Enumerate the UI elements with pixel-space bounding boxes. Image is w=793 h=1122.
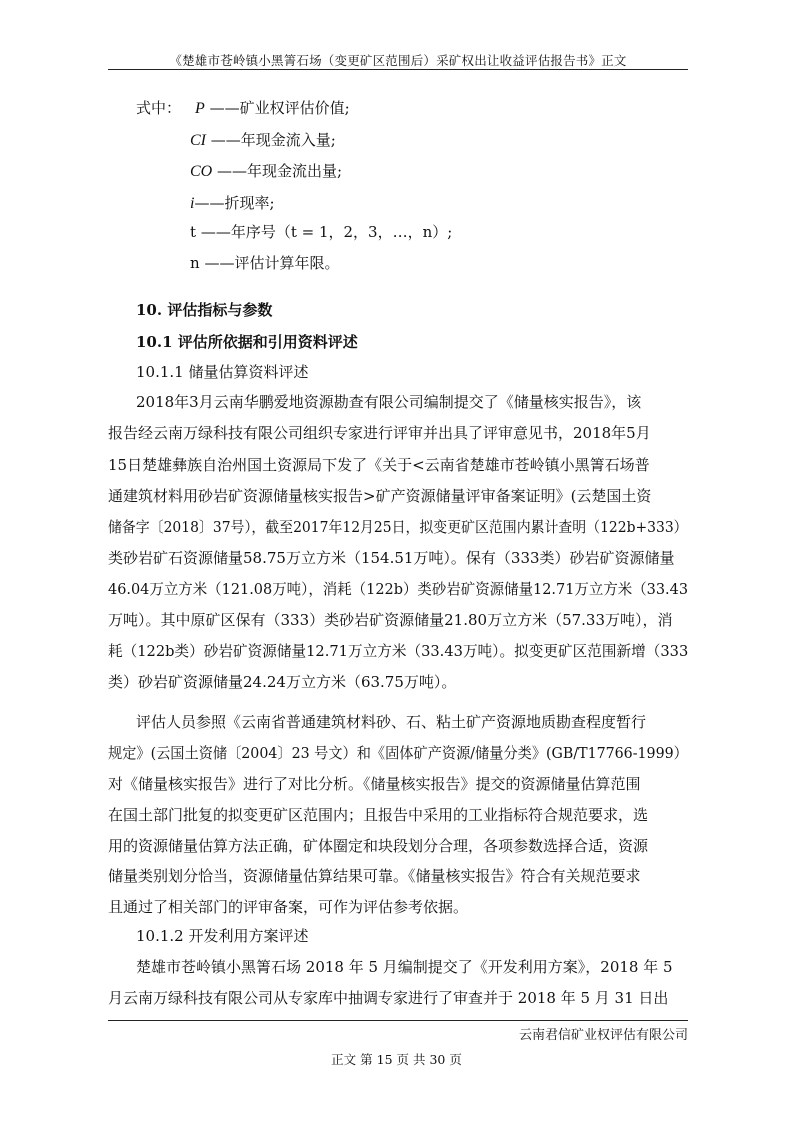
legend-row-t xyxy=(190,222,452,242)
paragraph-line: 2018年3月云南华鹏爱地资源勘查有限公司编制提交了《储量核实报告》，该 xyxy=(136,393,642,411)
paragraph-line: 万吨）。其中原矿区保有（333）类砂岩矿资源储量21.80万立方米（57.33万吨），消 xyxy=(108,611,673,629)
paragraph-line: 在国土部门批复的拟变更矿区范围内；且报告中采用的工业指标符合规范要求，选 xyxy=(108,806,649,824)
paragraph-line: 类）砂岩矿资源储量24.24万立方米（63.75万吨）。 xyxy=(108,673,457,691)
paragraph-line: 规定》(云国土资储〔2004〕23 号文）和《固体矿产资源/储量分类》(GB/T17766-1999） xyxy=(108,744,688,762)
legend-row-n xyxy=(190,253,339,273)
legend-symbol: n xyxy=(190,254,200,272)
footer-rule xyxy=(108,1020,688,1021)
paragraph-line: 用的资源储量估算方法正确，矿体圈定和块段划分合理，各项参数选择合适，资源 xyxy=(108,837,649,855)
paragraph-line: 楚雄市苍岭镇小黑箐石场 2018 年 5 月编制提交了《开发利用方案》，2018 年 5 xyxy=(136,958,673,976)
paragraph-line: 通建筑材料用砂岩矿资源储量核实报告>矿产资源储量评审备案证明》(云楚国土资 xyxy=(108,487,652,505)
legend-desc: ——年序号（t = 1，2，3，…，n）; xyxy=(200,223,453,241)
legend-symbol: i xyxy=(190,195,195,212)
legend-row-co xyxy=(190,161,342,182)
running-header: 《楚雄市苍岭镇小黑箐石场（变更矿区范围后）采矿权出让收益评估报告书》正文 xyxy=(169,53,627,68)
legend-symbol: CI xyxy=(190,132,206,149)
paragraph-line: 评估人员参照《云南省普通建筑材料砂、石、粘土矿产资源地质勘查程度暂行 xyxy=(136,713,647,731)
legend-symbol: CO xyxy=(190,163,213,180)
paragraph-line: 15日楚雄彝族自治州国土资源局下发了《关于<云南省楚雄市苍岭镇小黑箐石场普 xyxy=(108,456,650,474)
paragraph-line: 储备字〔2018〕37号），截至2017年12月25日，拟变更矿区范围内累计查明（122b+333） xyxy=(108,518,688,536)
footer-company: 云南君信矿业权评估有限公司 xyxy=(518,1028,688,1043)
page-number: 正文 第 15 页 共 30 页 xyxy=(331,1052,462,1067)
paragraph-line: 耗（122b类）砂岩矿资源储量12.71万立方米（33.43万吨）。拟变更矿区范围新增（333 xyxy=(108,642,689,660)
legend-symbol: t xyxy=(190,223,197,241)
heading-10-1: 10.1 评估所依据和引用资料评述 xyxy=(136,333,358,351)
header-rule xyxy=(108,69,688,70)
paragraph-line: 储量类别划分恰当，资源储量估算结果可靠。《储量核实报告》符合有关规范要求 xyxy=(108,867,641,885)
legend-desc: ——年现金流出量; xyxy=(217,162,343,180)
legend-row-ci xyxy=(190,130,336,151)
legend-desc: ——折现率; xyxy=(194,194,275,212)
paragraph-line: 对《储量核实报告》进行了对比分析。《储量核实报告》提交的资源储量估算范围 xyxy=(108,775,641,793)
paragraph-line: 月云南万绿科技有限公司从专家库中抽调专家进行了审查并于 2018 年 5 月 31 日出 xyxy=(108,989,669,1007)
legend-row-p xyxy=(136,98,350,119)
heading-10: 10. 评估指标与参数 xyxy=(136,301,273,319)
heading-10-1-1: 10.1.1 储量估算资料评述 xyxy=(136,363,309,381)
paragraph-line: 46.04万立方米（121.08万吨），消耗（122b）类砂岩矿资源储量12.71万立方米（33.43 xyxy=(108,580,689,598)
legend-desc: ——年现金流入量; xyxy=(210,131,336,149)
legend-symbol: P xyxy=(195,100,205,117)
legend-intro: 式中： xyxy=(136,99,182,117)
paragraph-line: 类砂岩矿石资源储量58.75万立方米（154.51万吨）。保有（333类）砂岩矿资源储量 xyxy=(108,549,675,567)
heading-10-1-2: 10.1.2 开发利用方案评述 xyxy=(136,927,309,945)
legend-desc: ——评估计算年限。 xyxy=(204,254,340,272)
paragraph-line: 报告经云南万绿科技有限公司组织专家进行评审并出具了评审意见书，2018年5月 xyxy=(108,424,651,442)
paragraph-line: 且通过了相关部门的评审备案，可作为评估参考依据。 xyxy=(108,898,469,916)
legend-row-i xyxy=(190,193,275,214)
legend-desc: ——矿业权评估价值; xyxy=(209,99,350,117)
